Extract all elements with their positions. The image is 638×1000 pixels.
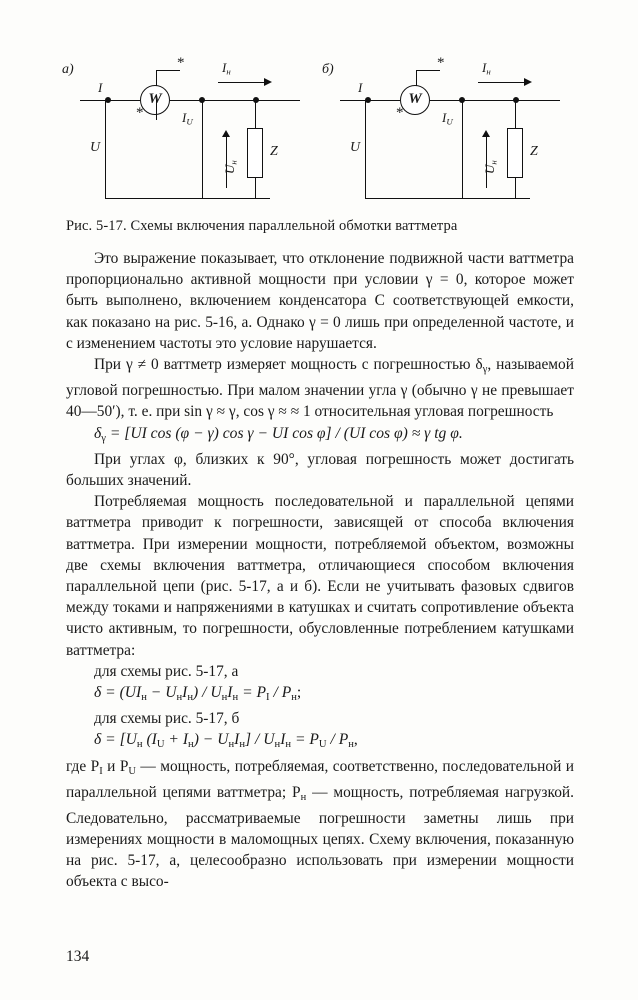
p5-part3: — мощность, потребляемая, соответственно, последовательной и параллельной цепями ваттметра; P xyxy=(66,757,575,801)
subheading-scheme-b: для схемы рис. 5-17, б xyxy=(94,710,240,728)
paragraph-2-part2: , называемой угловой погрешностью. При малом значении угла γ (обычно γ не превышает 40—50′), т. е. при sin γ ≈ γ, cos γ ≈ ≈ 1 относительная угловая погрешность xyxy=(66,356,574,421)
paragraph-2-part1: При γ ≠ 0 ваттметр измеряет мощность с погрешностью δ xyxy=(94,356,483,374)
label-branch-current-a: $I_U$ xyxy=(182,110,193,127)
f2-p4: ) / U xyxy=(193,683,222,701)
wire-parallel-branch-a xyxy=(202,100,203,198)
f3-s1: н xyxy=(136,739,143,751)
f3-s8: U xyxy=(318,739,327,751)
wattmeter-symbol-b: W xyxy=(400,85,430,115)
wire-output-line-a xyxy=(170,100,300,101)
f3-s5: н xyxy=(239,739,246,751)
f3-p8: = P xyxy=(291,731,319,749)
polarity-star-left-b: * xyxy=(396,105,404,121)
f2-p7: / P xyxy=(269,683,292,701)
polarity-star-left-a: * xyxy=(136,105,144,121)
f3-p6: ] / U xyxy=(245,731,275,749)
polarity-star-top-a: * xyxy=(177,55,185,71)
arrow-head-load-b xyxy=(524,78,532,86)
f2-p2: − U xyxy=(146,683,177,701)
f3-s7: н xyxy=(285,739,292,751)
wire-source-left-a xyxy=(105,100,106,198)
paragraph-4: Потребляемая мощность последовательной и параллельной цепями ваттметра приводит к погрешности, зависящей от способа включения ваттметра. При измерении мощности, потребляемой объектом, возможны две схемы включения ваттметра, отличающиеся способом включения параллельной цепи (рис. 5-17, а и б). Если не учитывать фазовых сдвигов между токами и напряжениями в катушках и считать сопротивление объекта чисто активным, то погрешности, обусловленные потреблением катушками ваттметра: xyxy=(66,493,574,659)
f3-s3: н xyxy=(188,739,194,751)
panel-label-b: б) xyxy=(322,62,334,77)
f3-s4: н xyxy=(228,739,235,751)
figure-caption: Рис. 5-17. Схемы включения параллельной обмотки ваттметра xyxy=(66,218,458,234)
arrow-load-current-b xyxy=(478,82,526,83)
wire-load-top-b xyxy=(515,100,516,128)
paragraph-2 xyxy=(66,354,574,423)
load-impedance-b xyxy=(507,128,523,178)
formula-angular-error xyxy=(66,423,574,449)
p5-sub3: н xyxy=(300,791,307,803)
label-source-voltage-a: U xyxy=(90,140,101,155)
label-current-load-b: $I_н$ xyxy=(482,60,491,77)
junction-dot-right-a xyxy=(253,97,259,103)
f3-p3: + I xyxy=(164,731,189,749)
junction-dot-branch-b xyxy=(459,97,465,103)
f2-s7: н xyxy=(291,691,297,703)
wire-parallel-branch-b xyxy=(462,100,463,198)
f3-p5: I xyxy=(234,731,240,749)
label-current-load-a: $I_н$ xyxy=(222,60,231,77)
label-branch-current-b: $I_U$ xyxy=(442,110,453,127)
wire-bottom-b xyxy=(365,198,530,199)
label-load-voltage-b: $U_н$ xyxy=(482,160,499,174)
label-load-z-b: Z xyxy=(530,144,538,159)
wire-load-bottom-b xyxy=(515,178,516,198)
junction-dot-right-b xyxy=(513,97,519,103)
f2-s5: н xyxy=(232,691,239,703)
circuit-diagram-b xyxy=(322,48,570,213)
label-load-voltage-a: $U_н$ xyxy=(222,160,239,174)
wire-output-line-b xyxy=(430,100,560,101)
f3-p4: ) − U xyxy=(193,731,229,749)
paragraph-5 xyxy=(66,756,574,893)
formula-1-body: = [UI cos (φ − γ) cos γ − UI cos φ] / (UI cos φ) ≈ γ tg φ. xyxy=(105,424,463,442)
f2-p3: I xyxy=(182,683,188,701)
p5-part2: и P xyxy=(102,757,129,775)
paragraph-1: Это выражение показывает, что отклонение подвижной части ваттметра пропорционально активной мощности при условии γ = 0, которое может быть выполнено, включением конденсатора C соответствующей емкости, как показано на рис. 5-16, а. Однако γ = 0 лишь при определенной частоте, и с изменением частоты это условие нарушается. xyxy=(66,250,574,352)
load-impedance-a xyxy=(247,128,263,178)
f2-p8: ; xyxy=(296,683,302,701)
f3-p2: (I xyxy=(142,731,157,749)
junction-dot-branch-a xyxy=(199,97,205,103)
p5-part4: — мощность, потребляемая нагрузкой. Следовательно, рассматриваемые погрешности заметны лишь при измерениях мощности в маломощных цепях. Схему включения, показанную на рис. 5-17, а, целесообразно использовать при измерении мощности объекта с высо- xyxy=(66,783,574,891)
label-current-in-b: I xyxy=(358,80,363,95)
p5-sub1: I xyxy=(99,765,103,777)
subheading-scheme-a: для схемы рис. 5-17, а xyxy=(94,662,239,680)
f2-s2: н xyxy=(176,691,183,703)
wire-top-horizontal-b xyxy=(416,70,440,71)
wattmeter-symbol-a: W xyxy=(140,85,170,115)
f2-p5: I xyxy=(227,683,233,701)
f3-s9: н xyxy=(348,739,354,751)
p5-sub2: U xyxy=(128,765,136,777)
polarity-star-top-b: * xyxy=(437,55,445,71)
f3-p10: , xyxy=(353,731,358,749)
wire-load-top-a xyxy=(255,100,256,128)
wire-source-left-b xyxy=(365,100,366,198)
page-number: 134 xyxy=(66,948,90,965)
f3-p1: δ = [U xyxy=(94,731,137,749)
f2-s6: I xyxy=(266,691,270,703)
circuit-diagram-a xyxy=(62,48,310,213)
paragraph-3: При углах φ, близких к 90°, угловая погрешность может достигать больших значений. xyxy=(66,450,574,489)
wire-bottom-a xyxy=(105,198,270,199)
f2-s3: н xyxy=(187,691,194,703)
f2-s4: н xyxy=(221,691,228,703)
f2-p6: = P xyxy=(238,683,267,701)
arrow-head-load-voltage-a xyxy=(222,130,230,137)
p5-part1: где P xyxy=(66,757,100,775)
f3-p7: I xyxy=(280,731,286,749)
label-current-in-a: I xyxy=(98,80,103,95)
label-source-voltage-b: U xyxy=(350,140,361,155)
formula-1-sub: γ xyxy=(101,432,106,444)
wire-load-bottom-a xyxy=(255,178,256,198)
wire-branch-stub-a xyxy=(156,100,157,120)
f2-p1: δ = (UI xyxy=(94,683,142,701)
f3-p9: / P xyxy=(326,731,349,749)
label-load-z-a: Z xyxy=(270,144,278,159)
formula-1-delta: δ xyxy=(94,424,102,442)
wire-top-horizontal-a xyxy=(156,70,180,71)
formula-scheme-a xyxy=(66,682,574,708)
arrow-load-current-a xyxy=(218,82,266,83)
arrow-head-load-voltage-b xyxy=(482,130,490,137)
paragraph-2-subscript: γ xyxy=(482,363,488,375)
panel-label-a: а) xyxy=(62,62,74,77)
body-text xyxy=(66,248,574,893)
figure-5-17 xyxy=(60,48,580,213)
f2-s1: н xyxy=(141,691,147,703)
formula-scheme-b xyxy=(66,729,574,755)
arrow-head-load-a xyxy=(264,78,272,86)
f3-s6: н xyxy=(274,739,281,751)
f3-s2: U xyxy=(156,739,165,751)
